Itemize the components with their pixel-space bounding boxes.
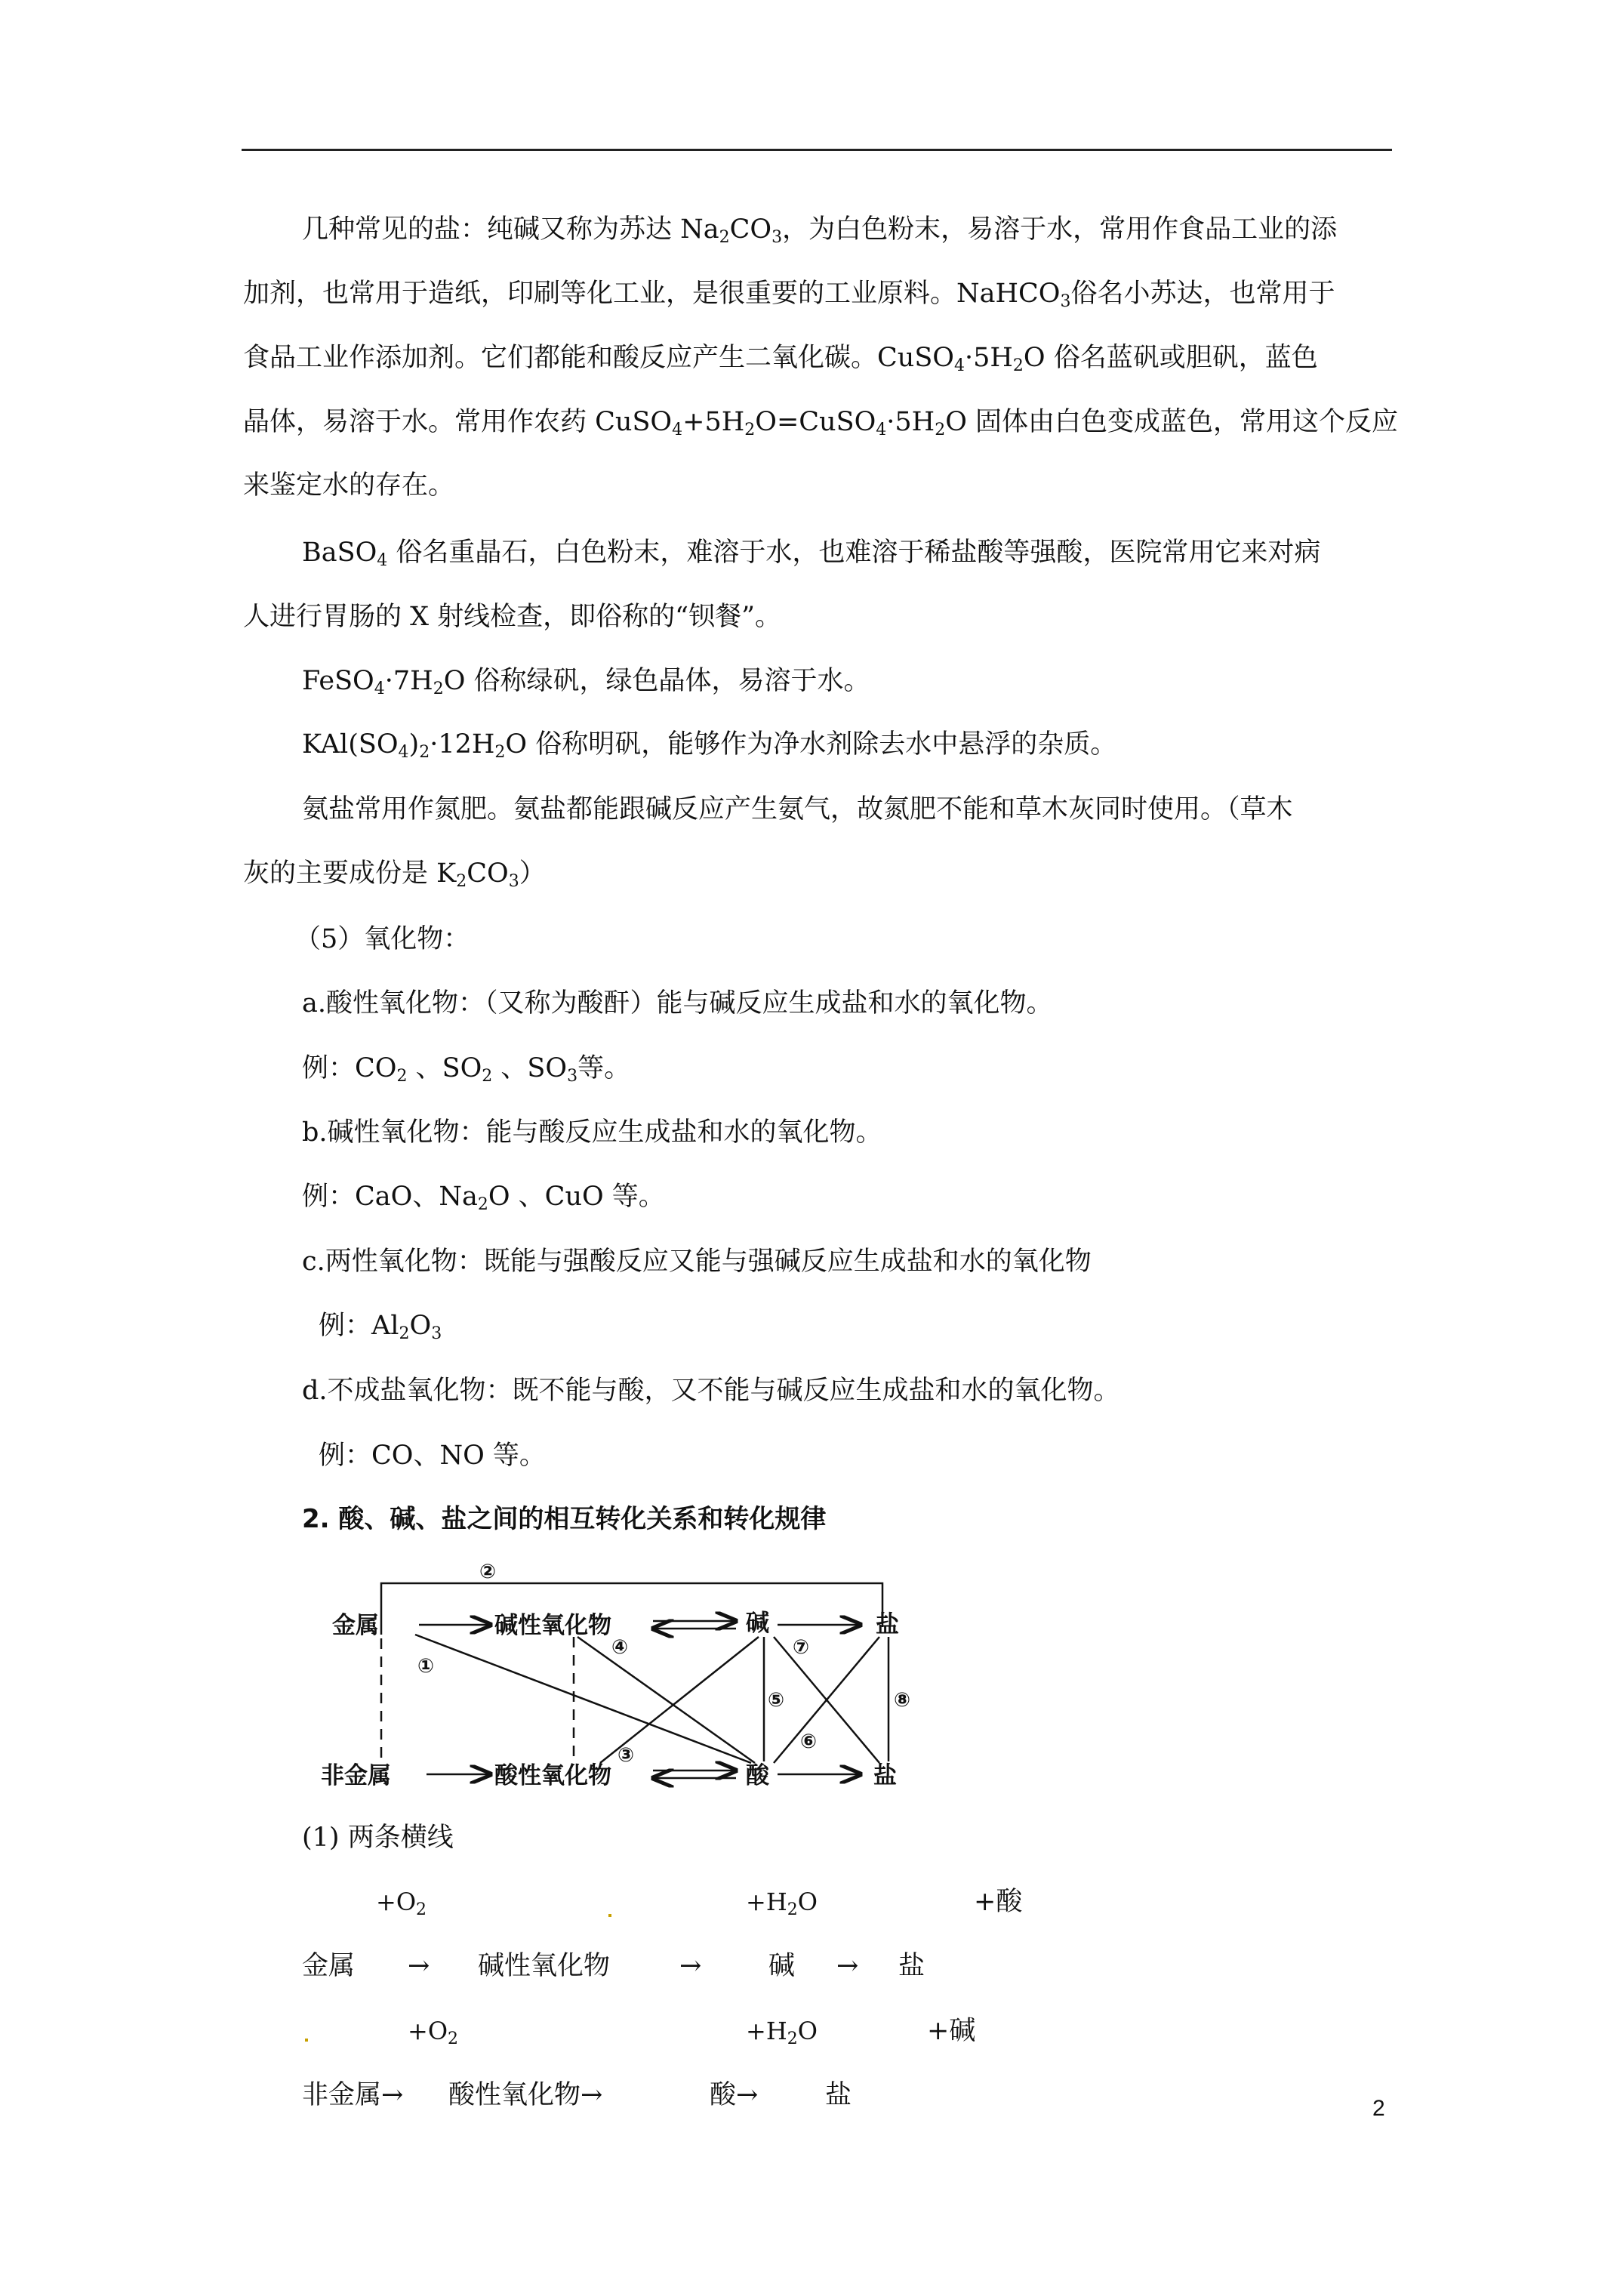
row1-label-acid: +酸: [974, 1887, 1023, 1917]
row1-arrow-2: →: [679, 1951, 702, 1981]
node-base: 碱: [746, 1610, 769, 1637]
node-salt-top: 盐: [876, 1611, 899, 1638]
row1-arrow-1: →: [408, 1951, 430, 1981]
baso4-line-2: 人进行胃肠的 X 射线检查，即俗称的“钡餐”。: [243, 602, 781, 632]
ammonium-line-1: 氨盐常用作氮肥。氨盐都能跟碱反应产生氨气，故氮肥不能和草木灰同时使用。（草木: [302, 794, 1293, 824]
amphoteric-oxide-example: 例：$Al_2O_3$: [319, 1311, 442, 1343]
amphoteric-oxide-def: c.两性氧化物：既能与强酸反应又能与强碱反应生成盐和水的氧化物: [302, 1247, 1092, 1277]
marker-8: ⑧: [894, 1689, 911, 1712]
diag-metal-acid: [415, 1635, 751, 1763]
salts-line-3: 食品工业作添加剂。它们都能和酸反应产生二氧化碳。$CuSO_4\cdot 5H_2O$ 俗名蓝矾或胆矾，蓝色: [243, 343, 1318, 375]
acidic-oxide-def: a.酸性氧化物：（又称为酸酐）能与碱反应生成盐和水的氧化物。: [302, 988, 1053, 1019]
row1-label-o2: $+O_2$: [376, 1888, 427, 1919]
row1-salt: 盐: [898, 1951, 925, 1981]
row2-acid: 酸→: [710, 2080, 759, 2110]
node-basic-oxide: 碱性氧化物: [494, 1612, 611, 1639]
neutral-oxide-example: 例：CO、NO 等。: [319, 1441, 546, 1471]
basic-oxide-def: b.碱性氧化物：能与酸反应生成盐和水的氧化物。: [302, 1117, 882, 1148]
row2-salt: 盐: [825, 2080, 852, 2110]
stray-mark: [608, 1914, 611, 1917]
marker-6: ⑥: [800, 1730, 818, 1753]
acidic-oxide-example: 例：$CO_2$ 、$SO_2$ 、$SO_3$等。: [302, 1053, 631, 1086]
bracket-2: [381, 1583, 882, 1635]
row1-label-h2o: $+H_2O$: [746, 1888, 818, 1919]
node-acid: 酸: [746, 1762, 769, 1789]
conversion-diagram: [317, 1548, 959, 1789]
stray-mark: [305, 2039, 308, 2042]
marker-5: ⑤: [768, 1689, 785, 1712]
marker-3: ③: [617, 1744, 635, 1767]
oxides-heading: （5）氧化物：: [294, 924, 470, 954]
ammonium-line-2: 灰的主要成份是 $K_2CO_3$）: [243, 858, 546, 891]
salts-line-4: 晶体，易溶于水。常用作农药 $CuSO_4+5H_2O=CuSO_4\cdot 5H_2O$ 固体由白色变成蓝色，常用这个反应: [243, 407, 1399, 439]
marker-2: ②: [479, 1561, 497, 1583]
row2-nonmetal: 非金属→: [302, 2080, 404, 2110]
section-2-title: 2. 酸、碱、盐之间的相互转化关系和转化规律: [302, 1504, 827, 1534]
feso4-line: $FeSO_4\cdot 7H_2O$ 俗称绿矾，绿色晶体，易溶于水。: [302, 666, 870, 698]
row1-arrow-3: →: [836, 1951, 859, 1981]
row1-metal: 金属: [302, 1951, 356, 1981]
header-rule: [242, 149, 1392, 151]
row1-basic-oxide: 碱性氧化物: [478, 1951, 611, 1981]
node-salt-bottom: 盐: [873, 1762, 897, 1789]
row2-label-base: +碱: [927, 2016, 976, 2046]
salts-line-5: 来鉴定水的存在。: [243, 470, 455, 501]
salts-line-2: 加剂，也常用于造纸，印刷等化工业，是很重要的工业原料。NaHCO$_3$俗名小苏达，也常用于: [243, 279, 1335, 311]
marker-1: ①: [417, 1655, 435, 1678]
row2-acidic-oxide: 酸性氧化物→: [448, 2080, 603, 2110]
salts-line-1: 几种常见的盐：纯碱又称为苏达 $Na_2CO_3$，为白色粉末，易溶于水，常用作食品工业的添: [302, 214, 1338, 247]
baso4-line-1: BaSO$_4$ 俗名重晶石，白色粉末，难溶于水，也难溶于稀盐酸等强酸，医院常用它来对病: [302, 538, 1321, 570]
node-acidic-oxide: 酸性氧化物: [494, 1762, 611, 1789]
diag-basic-oxide-acid: [577, 1637, 755, 1763]
marker-4: ④: [611, 1636, 629, 1659]
node-nonmetal: 非金属: [321, 1762, 391, 1789]
row2-label-o2: $+O_2$: [408, 2017, 459, 2048]
neutral-oxide-def: d.不成盐氧化物：既不能与酸，又不能与碱反应生成盐和水的氧化物。: [302, 1376, 1120, 1406]
basic-oxide-example: 例：CaO、$Na_2O$ 、CuO 等。: [302, 1182, 665, 1214]
two-lines-heading: (1) 两条横线: [302, 1823, 454, 1853]
node-metal: 金属: [332, 1612, 379, 1639]
row1-base: 碱: [768, 1951, 796, 1981]
page-number: 2: [1372, 2096, 1385, 2121]
marker-7: ⑦: [793, 1636, 810, 1659]
alum-line: $KAl(SO_4)_2\cdot 12H_2O$ 俗称明矾，能够作为净水剂除去水中悬浮的杂质。: [302, 729, 1117, 762]
row2-label-h2o: $+H_2O$: [746, 2017, 818, 2048]
